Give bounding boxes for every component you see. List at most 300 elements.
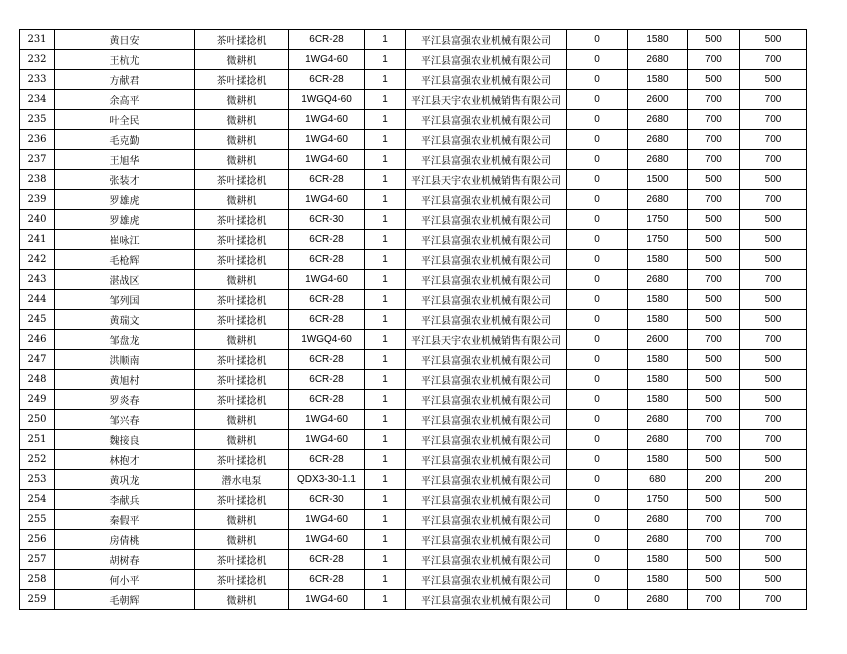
machine-type-cell: 微耕机 bbox=[195, 110, 289, 130]
value-0-cell: 0 bbox=[567, 130, 628, 150]
quantity-cell: 1 bbox=[365, 490, 406, 510]
subsidy-b-cell: 700 bbox=[740, 150, 807, 170]
model-cell: 6CR-28 bbox=[289, 170, 365, 190]
table-row bbox=[20, 410, 807, 430]
quantity-cell: 1 bbox=[365, 230, 406, 250]
row-number-cell: 252 bbox=[20, 450, 55, 470]
subsidy-b-cell: 500 bbox=[740, 570, 807, 590]
value-0-cell: 0 bbox=[567, 590, 628, 610]
subsidy-b-cell: 700 bbox=[740, 90, 807, 110]
subsidy-a-cell: 500 bbox=[688, 450, 740, 470]
price-cell: 1750 bbox=[628, 230, 688, 250]
machine-type-cell: 茶叶揉捻机 bbox=[195, 570, 289, 590]
table-row bbox=[20, 110, 807, 130]
dealer-cell: 平江县富强农业机械有限公司 bbox=[406, 450, 567, 470]
quantity-cell: 1 bbox=[365, 110, 406, 130]
price-cell: 1580 bbox=[628, 70, 688, 90]
subsidy-b-cell: 500 bbox=[740, 450, 807, 470]
quantity-cell: 1 bbox=[365, 90, 406, 110]
subsidy-a-cell: 500 bbox=[688, 310, 740, 330]
value-0-cell: 0 bbox=[567, 230, 628, 250]
farmer-name-cell: 罗雄虎 bbox=[55, 190, 195, 210]
subsidy-a-cell: 700 bbox=[688, 270, 740, 290]
quantity-cell: 1 bbox=[365, 190, 406, 210]
row-number-cell: 231 bbox=[20, 30, 55, 50]
price-cell: 1580 bbox=[628, 30, 688, 50]
value-0-cell: 0 bbox=[567, 270, 628, 290]
subsidy-b-cell: 500 bbox=[740, 250, 807, 270]
subsidy-a-cell: 700 bbox=[688, 410, 740, 430]
subsidy-a-cell: 700 bbox=[688, 90, 740, 110]
row-number-cell: 257 bbox=[20, 550, 55, 570]
value-0-cell: 0 bbox=[567, 170, 628, 190]
value-0-cell: 0 bbox=[567, 110, 628, 130]
row-number-cell: 243 bbox=[20, 270, 55, 290]
model-cell: 1WG4-60 bbox=[289, 510, 365, 530]
price-cell: 1580 bbox=[628, 250, 688, 270]
subsidy-b-cell: 700 bbox=[740, 110, 807, 130]
price-cell: 2680 bbox=[628, 130, 688, 150]
dealer-cell: 平江县富强农业机械有限公司 bbox=[406, 150, 567, 170]
table-row bbox=[20, 390, 807, 410]
table-row bbox=[20, 290, 807, 310]
machine-type-cell: 微耕机 bbox=[195, 410, 289, 430]
value-0-cell: 0 bbox=[567, 570, 628, 590]
row-number-cell: 256 bbox=[20, 530, 55, 550]
farmer-name-cell: 魏接良 bbox=[55, 430, 195, 450]
dealer-cell: 平江县富强农业机械有限公司 bbox=[406, 430, 567, 450]
subsidy-b-cell: 700 bbox=[740, 50, 807, 70]
row-number-cell: 255 bbox=[20, 510, 55, 530]
model-cell: 6CR-28 bbox=[289, 350, 365, 370]
quantity-cell: 1 bbox=[365, 70, 406, 90]
subsidy-a-cell: 700 bbox=[688, 510, 740, 530]
dealer-cell: 平江县富强农业机械有限公司 bbox=[406, 190, 567, 210]
price-cell: 2680 bbox=[628, 510, 688, 530]
table-row bbox=[20, 490, 807, 510]
table-row bbox=[20, 430, 807, 450]
subsidy-b-cell: 700 bbox=[740, 590, 807, 610]
subsidy-a-cell: 700 bbox=[688, 330, 740, 350]
farmer-name-cell: 秦假平 bbox=[55, 510, 195, 530]
machine-type-cell: 潜水电泵 bbox=[195, 470, 289, 490]
row-number-cell: 258 bbox=[20, 570, 55, 590]
table-row bbox=[20, 210, 807, 230]
row-number-cell: 241 bbox=[20, 230, 55, 250]
subsidy-a-cell: 500 bbox=[688, 570, 740, 590]
model-cell: 6CR-30 bbox=[289, 490, 365, 510]
dealer-cell: 平江县富强农业机械有限公司 bbox=[406, 50, 567, 70]
dealer-cell: 平江县富强农业机械有限公司 bbox=[406, 490, 567, 510]
dealer-cell: 平江县富强农业机械有限公司 bbox=[406, 570, 567, 590]
table-row bbox=[20, 530, 807, 550]
subsidy-a-cell: 500 bbox=[688, 550, 740, 570]
row-number-cell: 235 bbox=[20, 110, 55, 130]
subsidy-a-cell: 700 bbox=[688, 430, 740, 450]
quantity-cell: 1 bbox=[365, 550, 406, 570]
value-0-cell: 0 bbox=[567, 510, 628, 530]
price-cell: 2680 bbox=[628, 590, 688, 610]
value-0-cell: 0 bbox=[567, 90, 628, 110]
row-number-cell: 246 bbox=[20, 330, 55, 350]
model-cell: 1WG4-60 bbox=[289, 50, 365, 70]
machine-type-cell: 微耕机 bbox=[195, 130, 289, 150]
machine-type-cell: 微耕机 bbox=[195, 330, 289, 350]
dealer-cell: 平江县富强农业机械有限公司 bbox=[406, 350, 567, 370]
table-row bbox=[20, 310, 807, 330]
value-0-cell: 0 bbox=[567, 330, 628, 350]
price-cell: 680 bbox=[628, 470, 688, 490]
row-number-cell: 249 bbox=[20, 390, 55, 410]
subsidy-b-cell: 500 bbox=[740, 30, 807, 50]
subsidy-b-cell: 700 bbox=[740, 270, 807, 290]
quantity-cell: 1 bbox=[365, 310, 406, 330]
subsidy-b-cell: 700 bbox=[740, 530, 807, 550]
machine-type-cell: 茶叶揉捻机 bbox=[195, 370, 289, 390]
farmer-name-cell: 张装才 bbox=[55, 170, 195, 190]
dealer-cell: 平江县富强农业机械有限公司 bbox=[406, 530, 567, 550]
machine-type-cell: 微耕机 bbox=[195, 150, 289, 170]
subsidy-b-cell: 500 bbox=[740, 290, 807, 310]
value-0-cell: 0 bbox=[567, 210, 628, 230]
row-number-cell: 248 bbox=[20, 370, 55, 390]
quantity-cell: 1 bbox=[365, 170, 406, 190]
machine-type-cell: 微耕机 bbox=[195, 510, 289, 530]
quantity-cell: 1 bbox=[365, 330, 406, 350]
subsidy-a-cell: 500 bbox=[688, 170, 740, 190]
dealer-cell: 平江县富强农业机械有限公司 bbox=[406, 370, 567, 390]
dealer-cell: 平江县富强农业机械有限公司 bbox=[406, 30, 567, 50]
price-cell: 1750 bbox=[628, 490, 688, 510]
machine-type-cell: 茶叶揉捻机 bbox=[195, 210, 289, 230]
dealer-cell: 平江县富强农业机械有限公司 bbox=[406, 550, 567, 570]
row-number-cell: 259 bbox=[20, 590, 55, 610]
farmer-name-cell: 李献兵 bbox=[55, 490, 195, 510]
price-cell: 1580 bbox=[628, 450, 688, 470]
price-cell: 2680 bbox=[628, 530, 688, 550]
price-cell: 2600 bbox=[628, 330, 688, 350]
value-0-cell: 0 bbox=[567, 250, 628, 270]
farmer-name-cell: 黄日安 bbox=[55, 30, 195, 50]
subsidy-a-cell: 700 bbox=[688, 110, 740, 130]
price-cell: 1580 bbox=[628, 310, 688, 330]
row-number-cell: 245 bbox=[20, 310, 55, 330]
model-cell: 6CR-28 bbox=[289, 550, 365, 570]
farmer-name-cell: 房倩桃 bbox=[55, 530, 195, 550]
machine-type-cell: 微耕机 bbox=[195, 590, 289, 610]
row-number-cell: 242 bbox=[20, 250, 55, 270]
farmer-name-cell: 邹盘龙 bbox=[55, 330, 195, 350]
model-cell: 6CR-28 bbox=[289, 30, 365, 50]
row-number-cell: 254 bbox=[20, 490, 55, 510]
machine-type-cell: 茶叶揉捻机 bbox=[195, 550, 289, 570]
farmer-name-cell: 胡树春 bbox=[55, 550, 195, 570]
subsidy-a-cell: 500 bbox=[688, 210, 740, 230]
machine-type-cell: 茶叶揉捻机 bbox=[195, 350, 289, 370]
model-cell: 6CR-30 bbox=[289, 210, 365, 230]
table-row bbox=[20, 170, 807, 190]
model-cell: 1WG4-60 bbox=[289, 430, 365, 450]
model-cell: 6CR-28 bbox=[289, 570, 365, 590]
price-cell: 1580 bbox=[628, 290, 688, 310]
dealer-cell: 平江县富强农业机械有限公司 bbox=[406, 250, 567, 270]
price-cell: 2600 bbox=[628, 90, 688, 110]
price-cell: 2680 bbox=[628, 430, 688, 450]
subsidy-b-cell: 700 bbox=[740, 130, 807, 150]
value-0-cell: 0 bbox=[567, 290, 628, 310]
value-0-cell: 0 bbox=[567, 190, 628, 210]
row-number-cell: 237 bbox=[20, 150, 55, 170]
price-cell: 1580 bbox=[628, 370, 688, 390]
model-cell: 6CR-28 bbox=[289, 450, 365, 470]
table-row bbox=[20, 130, 807, 150]
farmer-name-cell: 毛克勤 bbox=[55, 130, 195, 150]
row-number-cell: 238 bbox=[20, 170, 55, 190]
quantity-cell: 1 bbox=[365, 450, 406, 470]
table-row bbox=[20, 30, 807, 50]
dealer-cell: 平江县富强农业机械有限公司 bbox=[406, 590, 567, 610]
value-0-cell: 0 bbox=[567, 430, 628, 450]
quantity-cell: 1 bbox=[365, 370, 406, 390]
subsidy-b-cell: 500 bbox=[740, 550, 807, 570]
price-cell: 1750 bbox=[628, 210, 688, 230]
quantity-cell: 1 bbox=[365, 150, 406, 170]
machine-type-cell: 茶叶揉捻机 bbox=[195, 30, 289, 50]
model-cell: 1WG4-60 bbox=[289, 130, 365, 150]
subsidy-b-cell: 500 bbox=[740, 230, 807, 250]
table-row bbox=[20, 550, 807, 570]
row-number-cell: 240 bbox=[20, 210, 55, 230]
value-0-cell: 0 bbox=[567, 470, 628, 490]
table-row bbox=[20, 590, 807, 610]
quantity-cell: 1 bbox=[365, 270, 406, 290]
subsidy-a-cell: 500 bbox=[688, 290, 740, 310]
row-number-cell: 244 bbox=[20, 290, 55, 310]
farmer-name-cell: 黄旭村 bbox=[55, 370, 195, 390]
model-cell: 6CR-28 bbox=[289, 290, 365, 310]
model-cell: 1WG4-60 bbox=[289, 410, 365, 430]
price-cell: 2680 bbox=[628, 410, 688, 430]
table-row bbox=[20, 570, 807, 590]
subsidy-b-cell: 500 bbox=[740, 370, 807, 390]
quantity-cell: 1 bbox=[365, 210, 406, 230]
value-0-cell: 0 bbox=[567, 310, 628, 330]
subsidy-b-cell: 700 bbox=[740, 190, 807, 210]
subsidy-a-cell: 700 bbox=[688, 590, 740, 610]
quantity-cell: 1 bbox=[365, 390, 406, 410]
subsidy-a-cell: 500 bbox=[688, 370, 740, 390]
model-cell: 1WGQ4-60 bbox=[289, 330, 365, 350]
subsidy-b-cell: 500 bbox=[740, 310, 807, 330]
subsidy-a-cell: 700 bbox=[688, 130, 740, 150]
farmer-name-cell: 叶全民 bbox=[55, 110, 195, 130]
farmer-name-cell: 毛枪辉 bbox=[55, 250, 195, 270]
model-cell: QDX3-30-1.1 bbox=[289, 470, 365, 490]
subsidy-b-cell: 500 bbox=[740, 350, 807, 370]
model-cell: 6CR-28 bbox=[289, 70, 365, 90]
subsidy-table bbox=[19, 29, 807, 610]
farmer-name-cell: 崔咏江 bbox=[55, 230, 195, 250]
model-cell: 1WG4-60 bbox=[289, 190, 365, 210]
subsidy-b-cell: 700 bbox=[740, 510, 807, 530]
machine-type-cell: 微耕机 bbox=[195, 90, 289, 110]
subsidy-b-cell: 700 bbox=[740, 330, 807, 350]
subsidy-b-cell: 500 bbox=[740, 210, 807, 230]
subsidy-a-cell: 500 bbox=[688, 230, 740, 250]
farmer-name-cell: 余高平 bbox=[55, 90, 195, 110]
table-row bbox=[20, 330, 807, 350]
price-cell: 2680 bbox=[628, 190, 688, 210]
subsidy-b-cell: 500 bbox=[740, 70, 807, 90]
quantity-cell: 1 bbox=[365, 50, 406, 70]
model-cell: 1WG4-60 bbox=[289, 530, 365, 550]
value-0-cell: 0 bbox=[567, 50, 628, 70]
row-number-cell: 251 bbox=[20, 430, 55, 450]
subsidy-b-cell: 500 bbox=[740, 490, 807, 510]
subsidy-a-cell: 500 bbox=[688, 350, 740, 370]
value-0-cell: 0 bbox=[567, 550, 628, 570]
value-0-cell: 0 bbox=[567, 150, 628, 170]
value-0-cell: 0 bbox=[567, 410, 628, 430]
quantity-cell: 1 bbox=[365, 530, 406, 550]
machine-type-cell: 茶叶揉捻机 bbox=[195, 450, 289, 470]
value-0-cell: 0 bbox=[567, 70, 628, 90]
dealer-cell: 平江县富强农业机械有限公司 bbox=[406, 290, 567, 310]
dealer-cell: 平江县富强农业机械有限公司 bbox=[406, 390, 567, 410]
value-0-cell: 0 bbox=[567, 450, 628, 470]
table-row bbox=[20, 370, 807, 390]
quantity-cell: 1 bbox=[365, 590, 406, 610]
machine-type-cell: 茶叶揉捻机 bbox=[195, 170, 289, 190]
farmer-name-cell: 王杭尤 bbox=[55, 50, 195, 70]
model-cell: 6CR-28 bbox=[289, 250, 365, 270]
machine-type-cell: 茶叶揉捻机 bbox=[195, 290, 289, 310]
subsidy-a-cell: 700 bbox=[688, 530, 740, 550]
model-cell: 6CR-28 bbox=[289, 370, 365, 390]
subsidy-a-cell: 500 bbox=[688, 30, 740, 50]
model-cell: 1WG4-60 bbox=[289, 150, 365, 170]
price-cell: 1580 bbox=[628, 550, 688, 570]
farmer-name-cell: 王旭华 bbox=[55, 150, 195, 170]
farmer-name-cell: 林抱才 bbox=[55, 450, 195, 470]
machine-type-cell: 微耕机 bbox=[195, 190, 289, 210]
dealer-cell: 平江县富强农业机械有限公司 bbox=[406, 230, 567, 250]
machine-type-cell: 茶叶揉捻机 bbox=[195, 250, 289, 270]
price-cell: 2680 bbox=[628, 150, 688, 170]
quantity-cell: 1 bbox=[365, 290, 406, 310]
farmer-name-cell: 湛战区 bbox=[55, 270, 195, 290]
quantity-cell: 1 bbox=[365, 430, 406, 450]
farmer-name-cell: 邹列国 bbox=[55, 290, 195, 310]
value-0-cell: 0 bbox=[567, 390, 628, 410]
quantity-cell: 1 bbox=[365, 570, 406, 590]
row-number-cell: 253 bbox=[20, 470, 55, 490]
subsidy-b-cell: 500 bbox=[740, 170, 807, 190]
table-row bbox=[20, 510, 807, 530]
model-cell: 1WGQ4-60 bbox=[289, 90, 365, 110]
quantity-cell: 1 bbox=[365, 470, 406, 490]
dealer-cell: 平江县富强农业机械有限公司 bbox=[406, 210, 567, 230]
machine-type-cell: 茶叶揉捻机 bbox=[195, 390, 289, 410]
price-cell: 1580 bbox=[628, 570, 688, 590]
machine-type-cell: 微耕机 bbox=[195, 270, 289, 290]
row-number-cell: 236 bbox=[20, 130, 55, 150]
farmer-name-cell: 方献君 bbox=[55, 70, 195, 90]
value-0-cell: 0 bbox=[567, 530, 628, 550]
row-number-cell: 232 bbox=[20, 50, 55, 70]
subsidy-a-cell: 700 bbox=[688, 190, 740, 210]
subsidy-a-cell: 500 bbox=[688, 390, 740, 410]
dealer-cell: 平江县天宇农业机械销售有限公司 bbox=[406, 90, 567, 110]
table-row bbox=[20, 270, 807, 290]
row-number-cell: 239 bbox=[20, 190, 55, 210]
table-row bbox=[20, 90, 807, 110]
dealer-cell: 平江县富强农业机械有限公司 bbox=[406, 310, 567, 330]
value-0-cell: 0 bbox=[567, 490, 628, 510]
price-cell: 2680 bbox=[628, 270, 688, 290]
subsidy-a-cell: 700 bbox=[688, 50, 740, 70]
quantity-cell: 1 bbox=[365, 130, 406, 150]
dealer-cell: 平江县富强农业机械有限公司 bbox=[406, 70, 567, 90]
subsidy-a-cell: 500 bbox=[688, 250, 740, 270]
model-cell: 6CR-28 bbox=[289, 310, 365, 330]
model-cell: 1WG4-60 bbox=[289, 110, 365, 130]
row-number-cell: 247 bbox=[20, 350, 55, 370]
machine-type-cell: 茶叶揉捻机 bbox=[195, 230, 289, 250]
table-row bbox=[20, 50, 807, 70]
dealer-cell: 平江县富强农业机械有限公司 bbox=[406, 410, 567, 430]
quantity-cell: 1 bbox=[365, 410, 406, 430]
farmer-name-cell: 黄巩龙 bbox=[55, 470, 195, 490]
row-number-cell: 234 bbox=[20, 90, 55, 110]
subsidy-b-cell: 500 bbox=[740, 390, 807, 410]
price-cell: 2680 bbox=[628, 50, 688, 70]
subsidy-b-cell: 700 bbox=[740, 430, 807, 450]
value-0-cell: 0 bbox=[567, 350, 628, 370]
dealer-cell: 平江县富强农业机械有限公司 bbox=[406, 510, 567, 530]
machine-type-cell: 茶叶揉捻机 bbox=[195, 70, 289, 90]
dealer-cell: 平江县富强农业机械有限公司 bbox=[406, 110, 567, 130]
value-0-cell: 0 bbox=[567, 30, 628, 50]
subsidy-a-cell: 500 bbox=[688, 490, 740, 510]
model-cell: 1WG4-60 bbox=[289, 270, 365, 290]
model-cell: 1WG4-60 bbox=[289, 590, 365, 610]
table-row bbox=[20, 230, 807, 250]
machine-type-cell: 茶叶揉捻机 bbox=[195, 490, 289, 510]
table-row bbox=[20, 470, 807, 490]
machine-type-cell: 微耕机 bbox=[195, 430, 289, 450]
price-cell: 1500 bbox=[628, 170, 688, 190]
dealer-cell: 平江县富强农业机械有限公司 bbox=[406, 270, 567, 290]
table-row bbox=[20, 70, 807, 90]
row-number-cell: 250 bbox=[20, 410, 55, 430]
table-row bbox=[20, 250, 807, 270]
model-cell: 6CR-28 bbox=[289, 230, 365, 250]
quantity-cell: 1 bbox=[365, 30, 406, 50]
subsidy-a-cell: 700 bbox=[688, 150, 740, 170]
table-row bbox=[20, 450, 807, 470]
machine-type-cell: 微耕机 bbox=[195, 530, 289, 550]
price-cell: 2680 bbox=[628, 110, 688, 130]
farmer-name-cell: 黄瑞文 bbox=[55, 310, 195, 330]
subsidy-a-cell: 200 bbox=[688, 470, 740, 490]
farmer-name-cell: 邹兴春 bbox=[55, 410, 195, 430]
table-row bbox=[20, 190, 807, 210]
machine-type-cell: 微耕机 bbox=[195, 50, 289, 70]
model-cell: 6CR-28 bbox=[289, 390, 365, 410]
farmer-name-cell: 洪顺南 bbox=[55, 350, 195, 370]
subsidy-b-cell: 200 bbox=[740, 470, 807, 490]
